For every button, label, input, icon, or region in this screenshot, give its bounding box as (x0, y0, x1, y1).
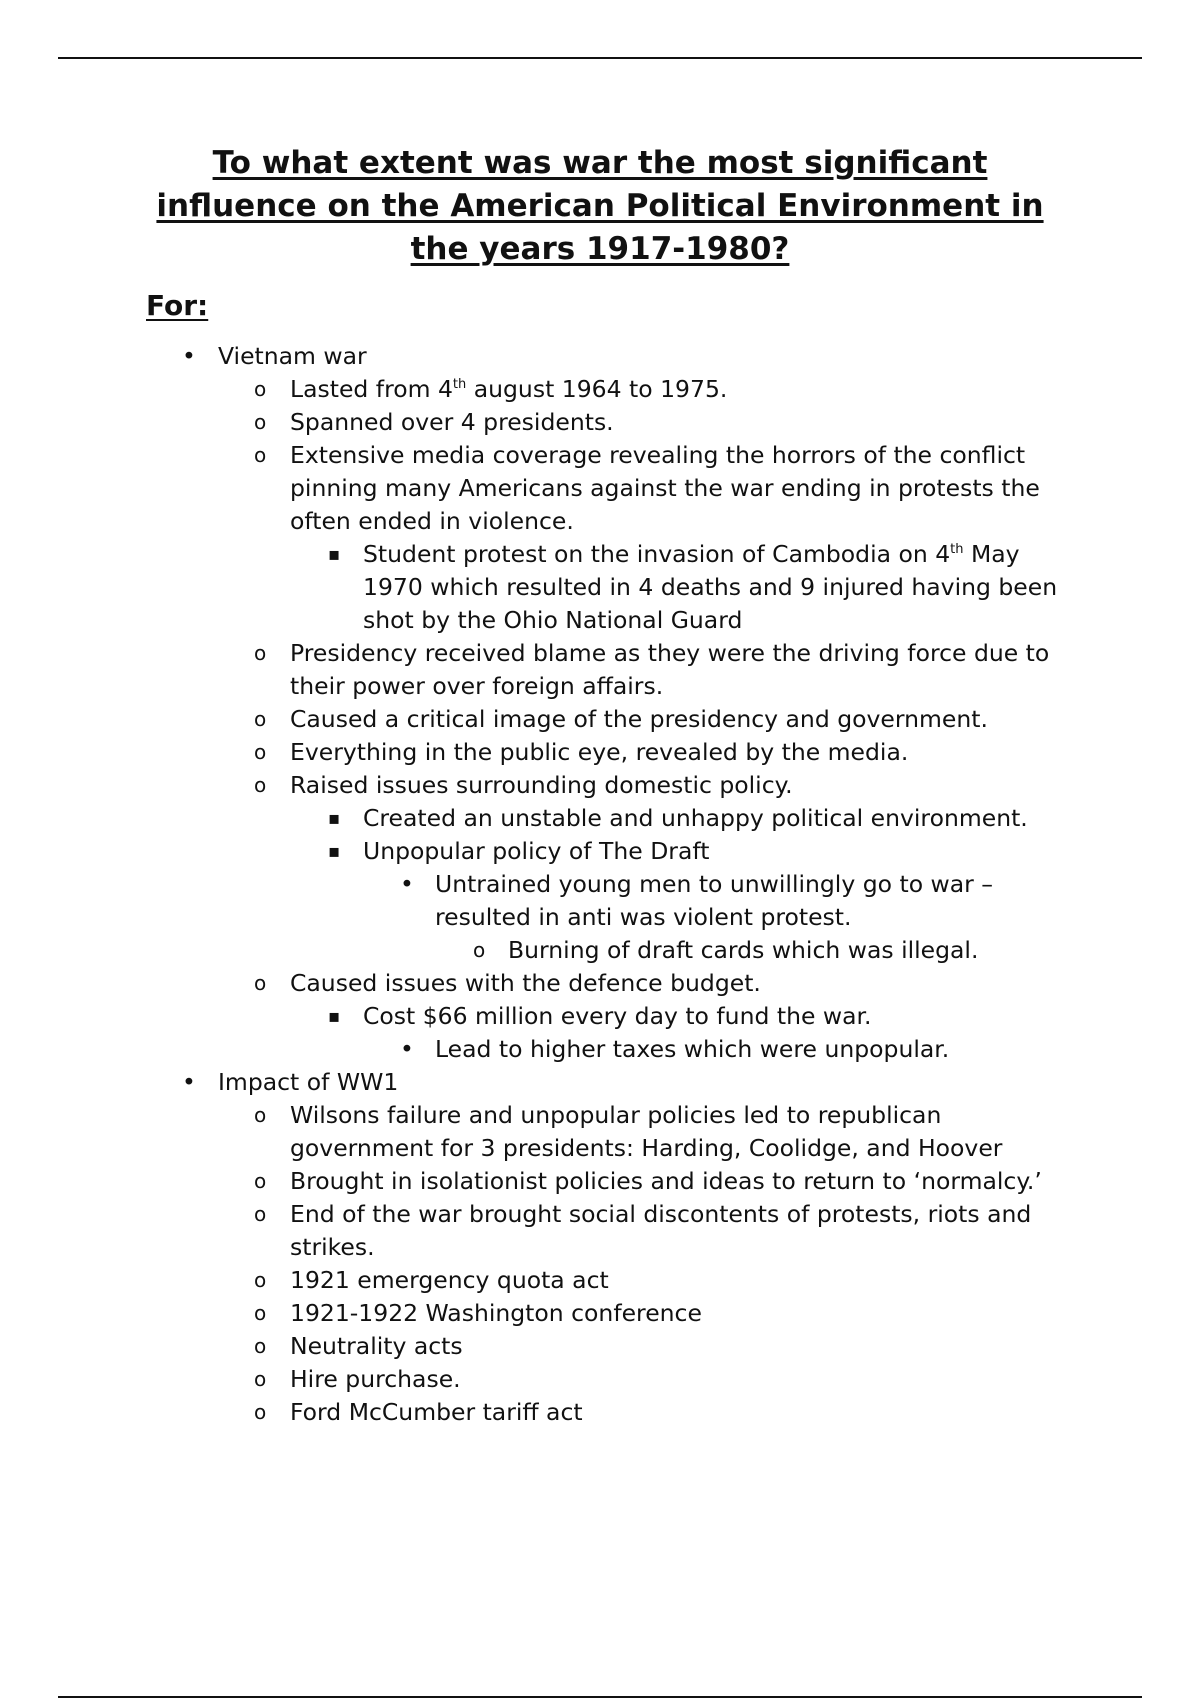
bullet-marker: ▪ (328, 808, 341, 829)
list-item (0, 406, 1200, 439)
bullet-marker: o (254, 1301, 267, 1325)
list-item (0, 1264, 1200, 1297)
list-item-text: Vietnam war (218, 342, 367, 370)
text-part: Lasted from 4 (290, 375, 453, 403)
list-item (0, 1396, 1200, 1429)
list-item (0, 1066, 1200, 1099)
list-item-text (363, 538, 1063, 637)
top-rule (58, 57, 1142, 59)
bullet-marker: o (254, 410, 267, 434)
list-item-text: Burning of draft cards which was illegal. (508, 936, 979, 964)
list-item-text: Extensive media coverage revealing the horrors of the conflict pinning many Americans against the war ending in protests the often ended in violence. (290, 441, 1040, 535)
page-title: To what extent was war the most significant influence on the American Political Environment in the years 1917-1980? (156, 145, 1044, 267)
list-item-text: 1921-1922 Washington conference (290, 1299, 702, 1327)
list-item (0, 703, 1200, 736)
bullet-marker: o (254, 641, 267, 665)
text-part: Student protest on the invasion of Cambodia on 4 (363, 540, 951, 568)
section-heading-for: For: (146, 289, 209, 322)
bullet-marker: o (254, 1169, 267, 1193)
list-item (0, 538, 1200, 637)
list-item (0, 373, 1200, 406)
list-item-text: Caused issues with the defence budget. (290, 969, 761, 997)
list-item-text: Everything in the public eye, revealed by the media. (290, 738, 909, 766)
bullet-marker: o (254, 1202, 267, 1226)
bullet-marker: • (400, 1035, 414, 1063)
bullet-marker: o (254, 1400, 267, 1424)
superscript: th (452, 377, 467, 393)
bullet-marker: o (254, 377, 267, 401)
list-item-text: Untrained young men to unwillingly go to war – resulted in anti was violent protest. (435, 870, 994, 931)
bullet-marker: o (254, 740, 267, 764)
list-item (0, 340, 1200, 373)
list-item (0, 1330, 1200, 1363)
bullet-marker: • (182, 1068, 196, 1096)
bullet-marker: • (182, 342, 196, 370)
list-item-text: Raised issues surrounding domestic policy. (290, 771, 793, 799)
list-item-text: Unpopular policy of The Draft (363, 837, 710, 865)
list-item (0, 637, 1200, 703)
bullet-marker: o (254, 1367, 267, 1391)
list-item (0, 1363, 1200, 1396)
text-part: May 1970 which resulted in 4 deaths and 9 injured having been shot by the Ohio National Guard (363, 540, 1058, 634)
text-part: august 1964 to 1975. (466, 375, 728, 403)
bullet-marker: o (254, 1334, 267, 1358)
list-item-text: 1921 emergency quota act (290, 1266, 609, 1294)
list-item (0, 1000, 1200, 1033)
list-item-text: Impact of WW1 (218, 1068, 399, 1096)
bullet-marker: o (254, 971, 267, 995)
list-item (0, 736, 1200, 769)
list-item (0, 1099, 1200, 1165)
list-item (0, 967, 1200, 1000)
bullet-marker: ▪ (328, 1006, 341, 1027)
list-item-text: Brought in isolationist policies and ideas to return to ‘normalcy.’ (290, 1167, 1042, 1195)
list-item (0, 439, 1200, 538)
list-item (0, 802, 1200, 835)
bullet-marker: o (254, 1268, 267, 1292)
list-item-text: Cost $66 million every day to fund the war. (363, 1002, 872, 1030)
list-item-text: Ford McCumber tariff act (290, 1398, 583, 1426)
list-item-text: Presidency received blame as they were the driving force due to their power over foreign affairs. (290, 639, 1050, 700)
list-item (0, 868, 1200, 934)
bottom-rule (58, 1696, 1142, 1698)
list-item (0, 1198, 1200, 1264)
bullet-marker: o (254, 773, 267, 797)
superscript: th (950, 542, 964, 558)
list-item (0, 1033, 1200, 1066)
bullet-marker: ▪ (328, 544, 341, 565)
list-item (0, 934, 1200, 967)
bullet-marker: • (400, 870, 414, 898)
list-item-text (290, 373, 1060, 406)
list-item-text: Caused a critical image of the presidency and government. (290, 705, 988, 733)
list-item-text: Neutrality acts (290, 1332, 463, 1360)
list-item-text: Wilsons failure and unpopular policies led to republican government for 3 presidents: Harding, Coolidge, and Hoover (290, 1101, 1003, 1162)
bullet-list (0, 340, 1200, 1429)
list-item-text: Hire purchase. (290, 1365, 461, 1393)
list-item (0, 769, 1200, 802)
list-item-text: End of the war brought social discontents of protests, riots and strikes. (290, 1200, 1032, 1261)
list-item (0, 1165, 1200, 1198)
list-item-text: Lead to higher taxes which were unpopular. (435, 1035, 950, 1063)
bullet-marker: o (254, 443, 267, 467)
bullet-marker: o (254, 1103, 267, 1127)
list-item-text: Created an unstable and unhappy political environment. (363, 804, 1028, 832)
list-item (0, 1297, 1200, 1330)
list-item-text: Spanned over 4 presidents. (290, 408, 614, 436)
list-item (0, 835, 1200, 868)
bullet-marker: o (473, 938, 486, 962)
bullet-marker: ▪ (328, 841, 341, 862)
bullet-marker: o (254, 707, 267, 731)
